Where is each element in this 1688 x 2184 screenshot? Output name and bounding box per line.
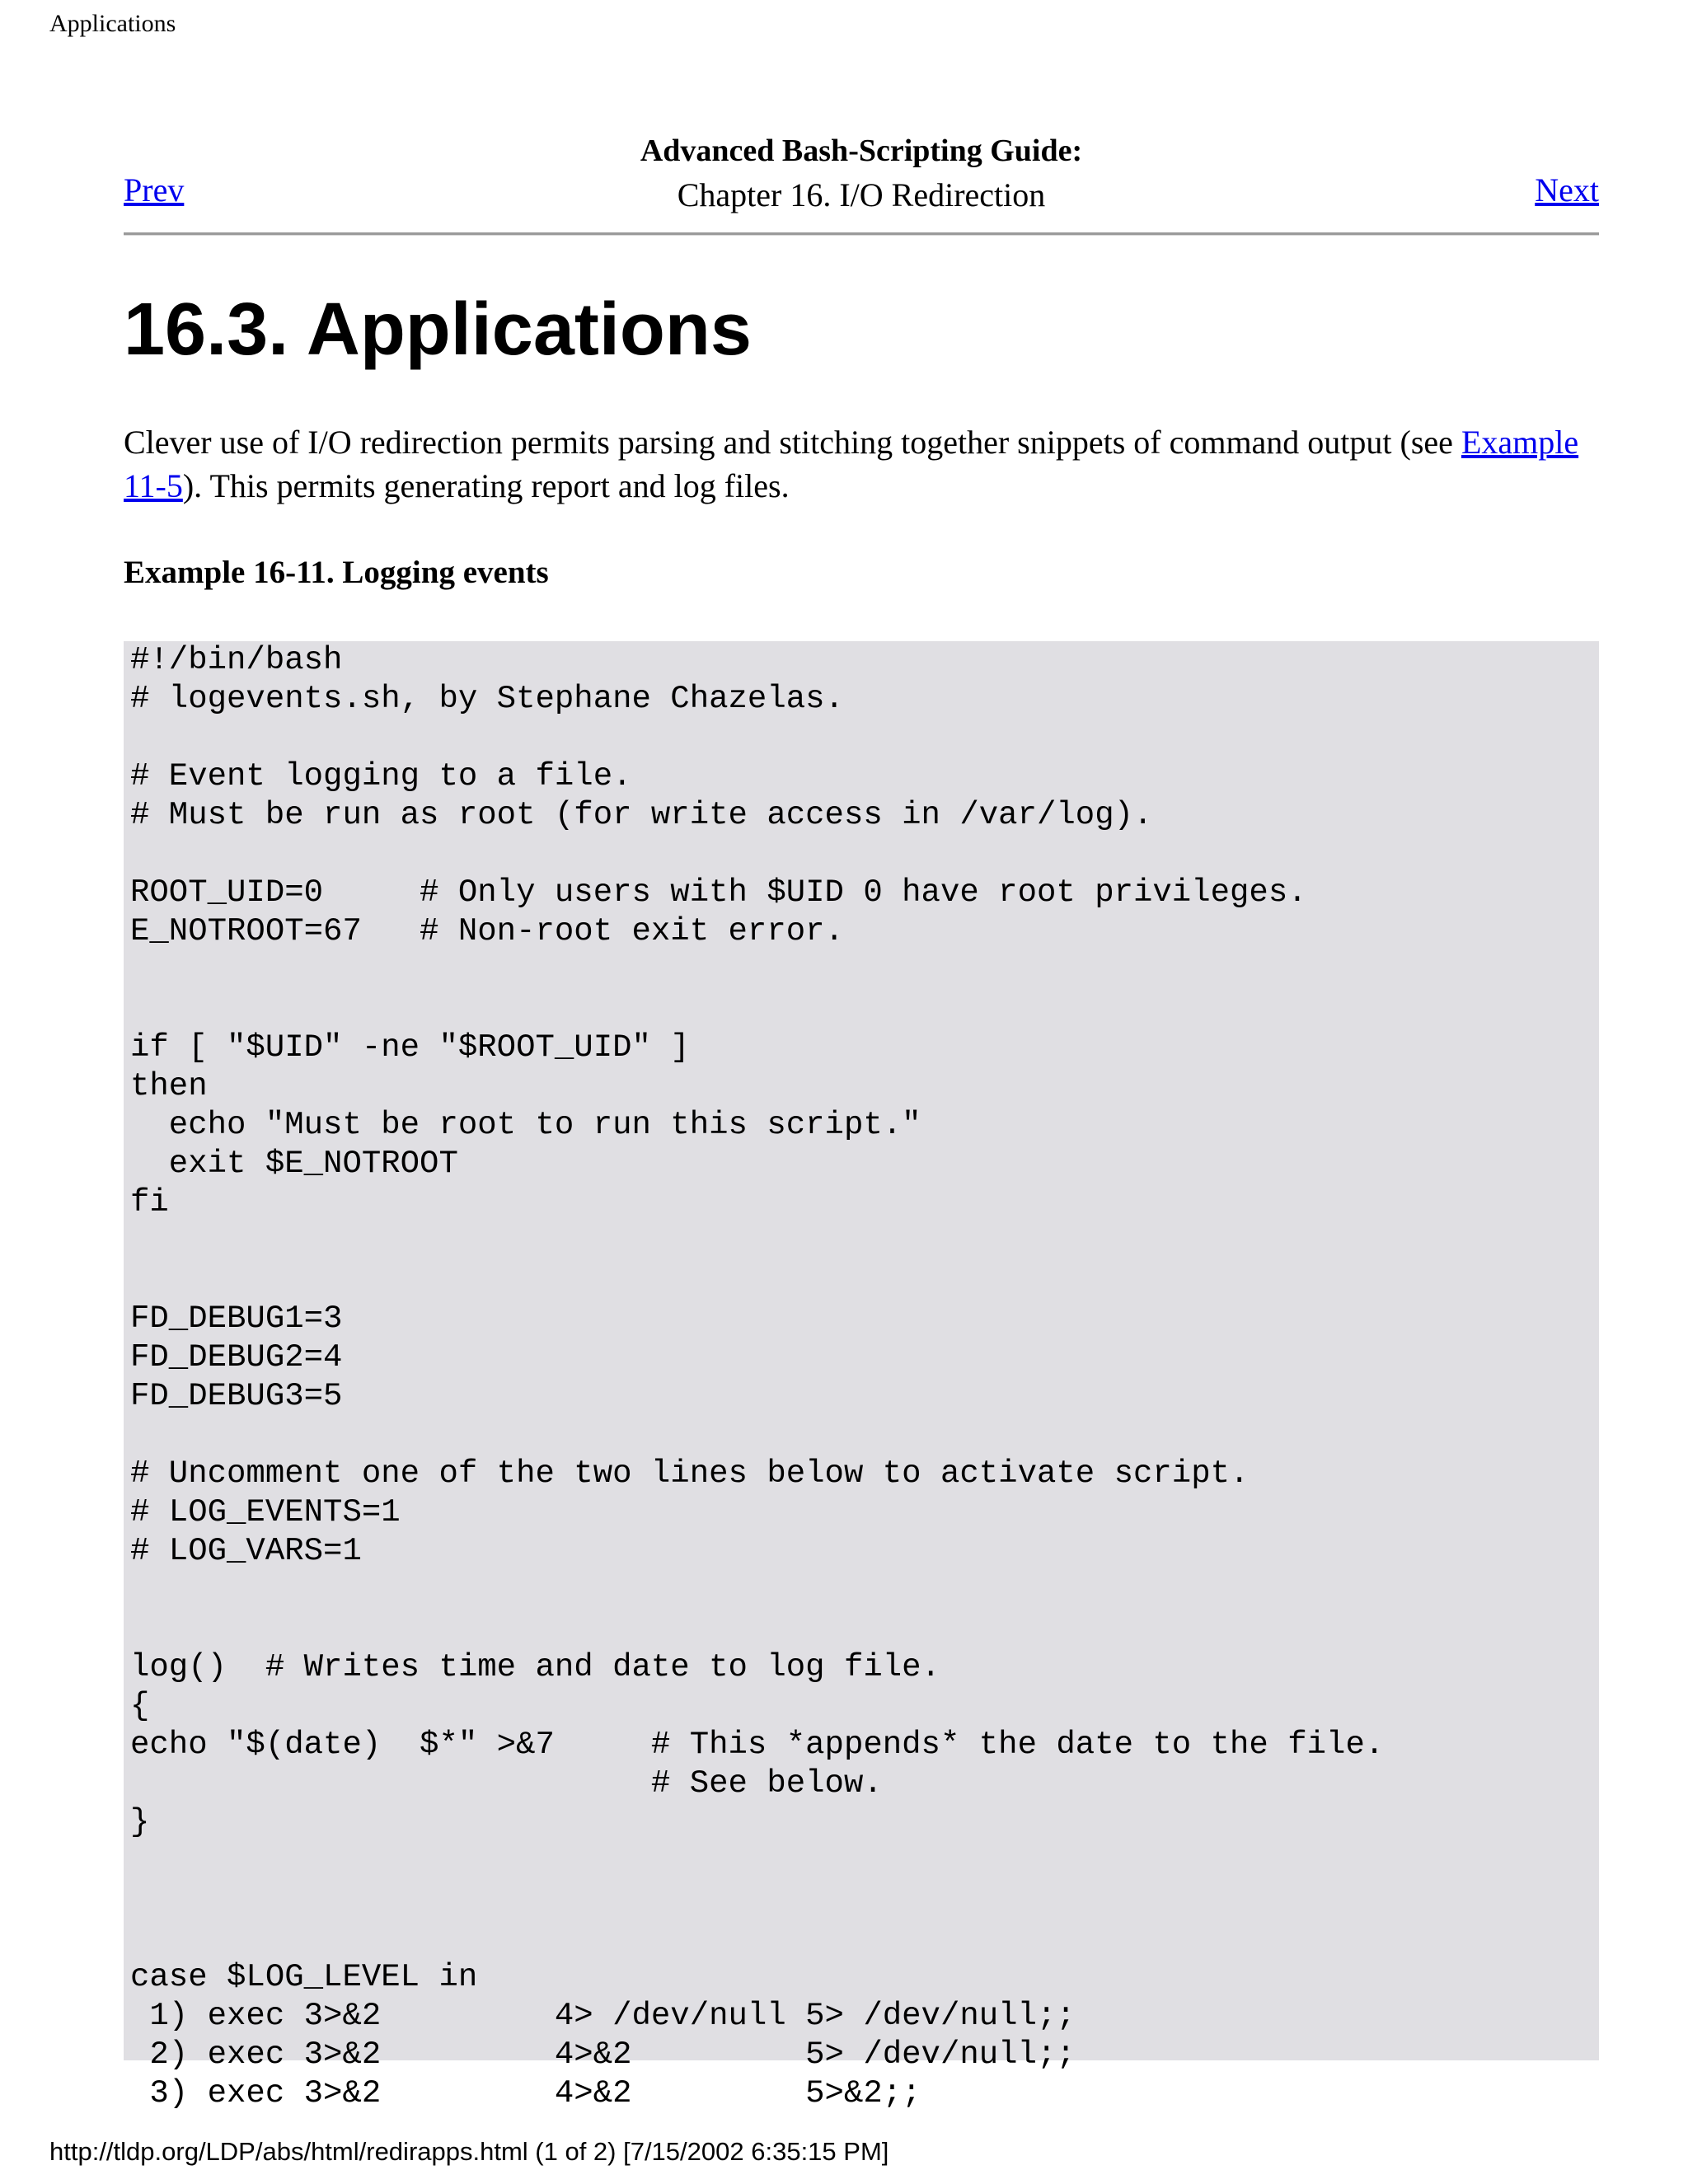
intro-text-after: ). This permits generating report and log files.: [182, 467, 790, 504]
footer-url: http://tldp.org/LDP/abs/html/redirapps.html (1 of 2) [7/15/2002 6:35:15 PM]: [49, 2137, 889, 2166]
header-divider: [124, 232, 1599, 236]
page-title: 16.3. Applications: [124, 288, 752, 371]
navigation-header: [124, 128, 1599, 235]
example-11-5-link[interactable]: Example 11-5: [124, 424, 1579, 504]
example-title: Example 16-11. Logging events: [124, 555, 549, 590]
chapter-title: Chapter 16. I/O Redirection: [677, 176, 1046, 213]
intro-text-before: Clever use of I/O redirection permits parsing and stitching together snippets of command output (see: [124, 424, 1461, 461]
next-link[interactable]: Next: [1535, 171, 1599, 209]
running-head: Applications: [49, 10, 176, 37]
intro-paragraph: [124, 420, 1607, 508]
code-listing: [124, 641, 1599, 2111]
code-text: #!/bin/bash # logevents.sh, by Stephane Chazelas. # Event logging to a file. # Must be run as root (for write access in /var/log). ROOT_UID=0 # Only users with $UID 0 have root privileges. E_NOTROOT=67 # Non-root exit error. if [ "$UID" -ne "$ROOT_UID" ] then echo "Must be root to run this script." exit $E_NOTROOT fi FD_DEBUG1=3 FD_DEBUG2=4 FD_DEBUG3=5 # Uncomment one of the two lines below to activate script. # LOG_EVENTS=1 # LOG_VARS=1 log() # Writes time and date to log file. { echo "$(date) $*" >&7 # This *appends* the date to the file. # See below. } case $LOG_LEVEL in 1) exec 3>&2 4> /dev/null 5> /dev/null;; 2) exec 3>&2 4>&2 5> /dev/null;; 3) exec 3>&2 4>&2 5>&2;;: [130, 642, 1385, 2111]
prev-link[interactable]: Prev: [124, 171, 185, 209]
guide-title: Advanced Bash-Scripting Guide:: [640, 134, 1083, 168]
